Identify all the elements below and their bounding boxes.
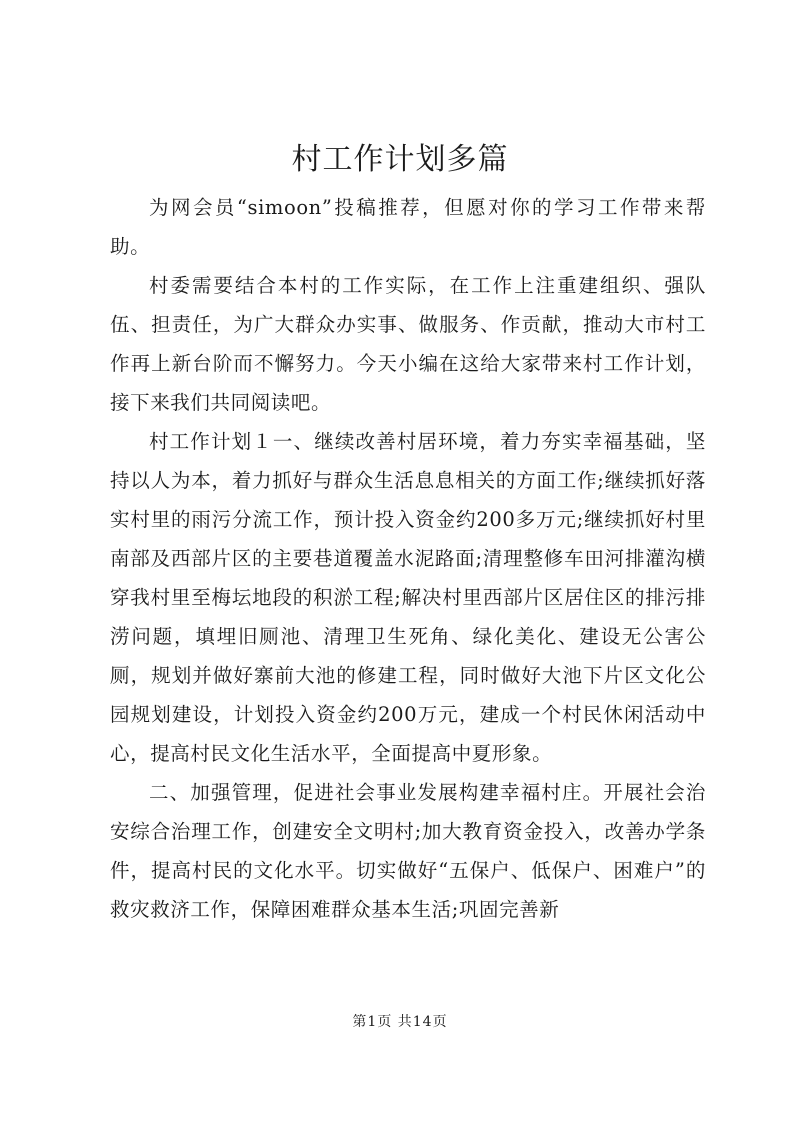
paragraph-plan-1: 村工作计划１一、继续改善村居环境，着力夯实幸福基础，坚持以人为本，着力抓好与群众生活息息相关的方面工作;继续抓好落实村里的雨污分流工作，预计投入资金约200多万元;继续抓好村里南部及西部片区的主要巷道覆盖水泥路面;清理整修车田河排灌沟横穿我村里至梅坛地段的积淤工程;解决村里西部片区居住区的排污排涝问题，填埋旧厕池、清理卫生死角、绿化美化、建设无公害公厕，规划并做好寨前大池的修建工程，同时做好大池下片区文化公园规划建设，计划投入资金约200万元，建成一个村民休闲活动中心，提高村民文化生活水平，全面提高中夏形象。 (110, 430, 706, 765)
paragraph-summary: 村委需要结合本村的工作实际，在工作上注重建组织、强队伍、担责任，为广大群众办实事、做服务、作贡献，推动大市村工作再上新台阶而不懈努力。今天小编在这给大家带来村工作计划，接下来我们共同阅读吧。 (110, 274, 706, 414)
paragraph-intro: 为网会员“simoon”投稿推荐，但愿对你的学习工作带来帮助。 (110, 196, 706, 258)
document-title: 村工作计划多篇 (291, 142, 509, 177)
page-number-footer: 第1页 共14页 (352, 1014, 448, 1030)
document-body (110, 188, 706, 929)
paragraph-plan-2: 二、加强管理，促进社会事业发展构建幸福村庄。开展社会治安综合治理工作，创建安全文明村;加大教育资金投入，改善办学条件，提高村民的文化水平。切实做好“五保户、低保户、困难户”的救灾救济工作，保障困难群众基本生活;巩固完善新 (110, 781, 706, 921)
